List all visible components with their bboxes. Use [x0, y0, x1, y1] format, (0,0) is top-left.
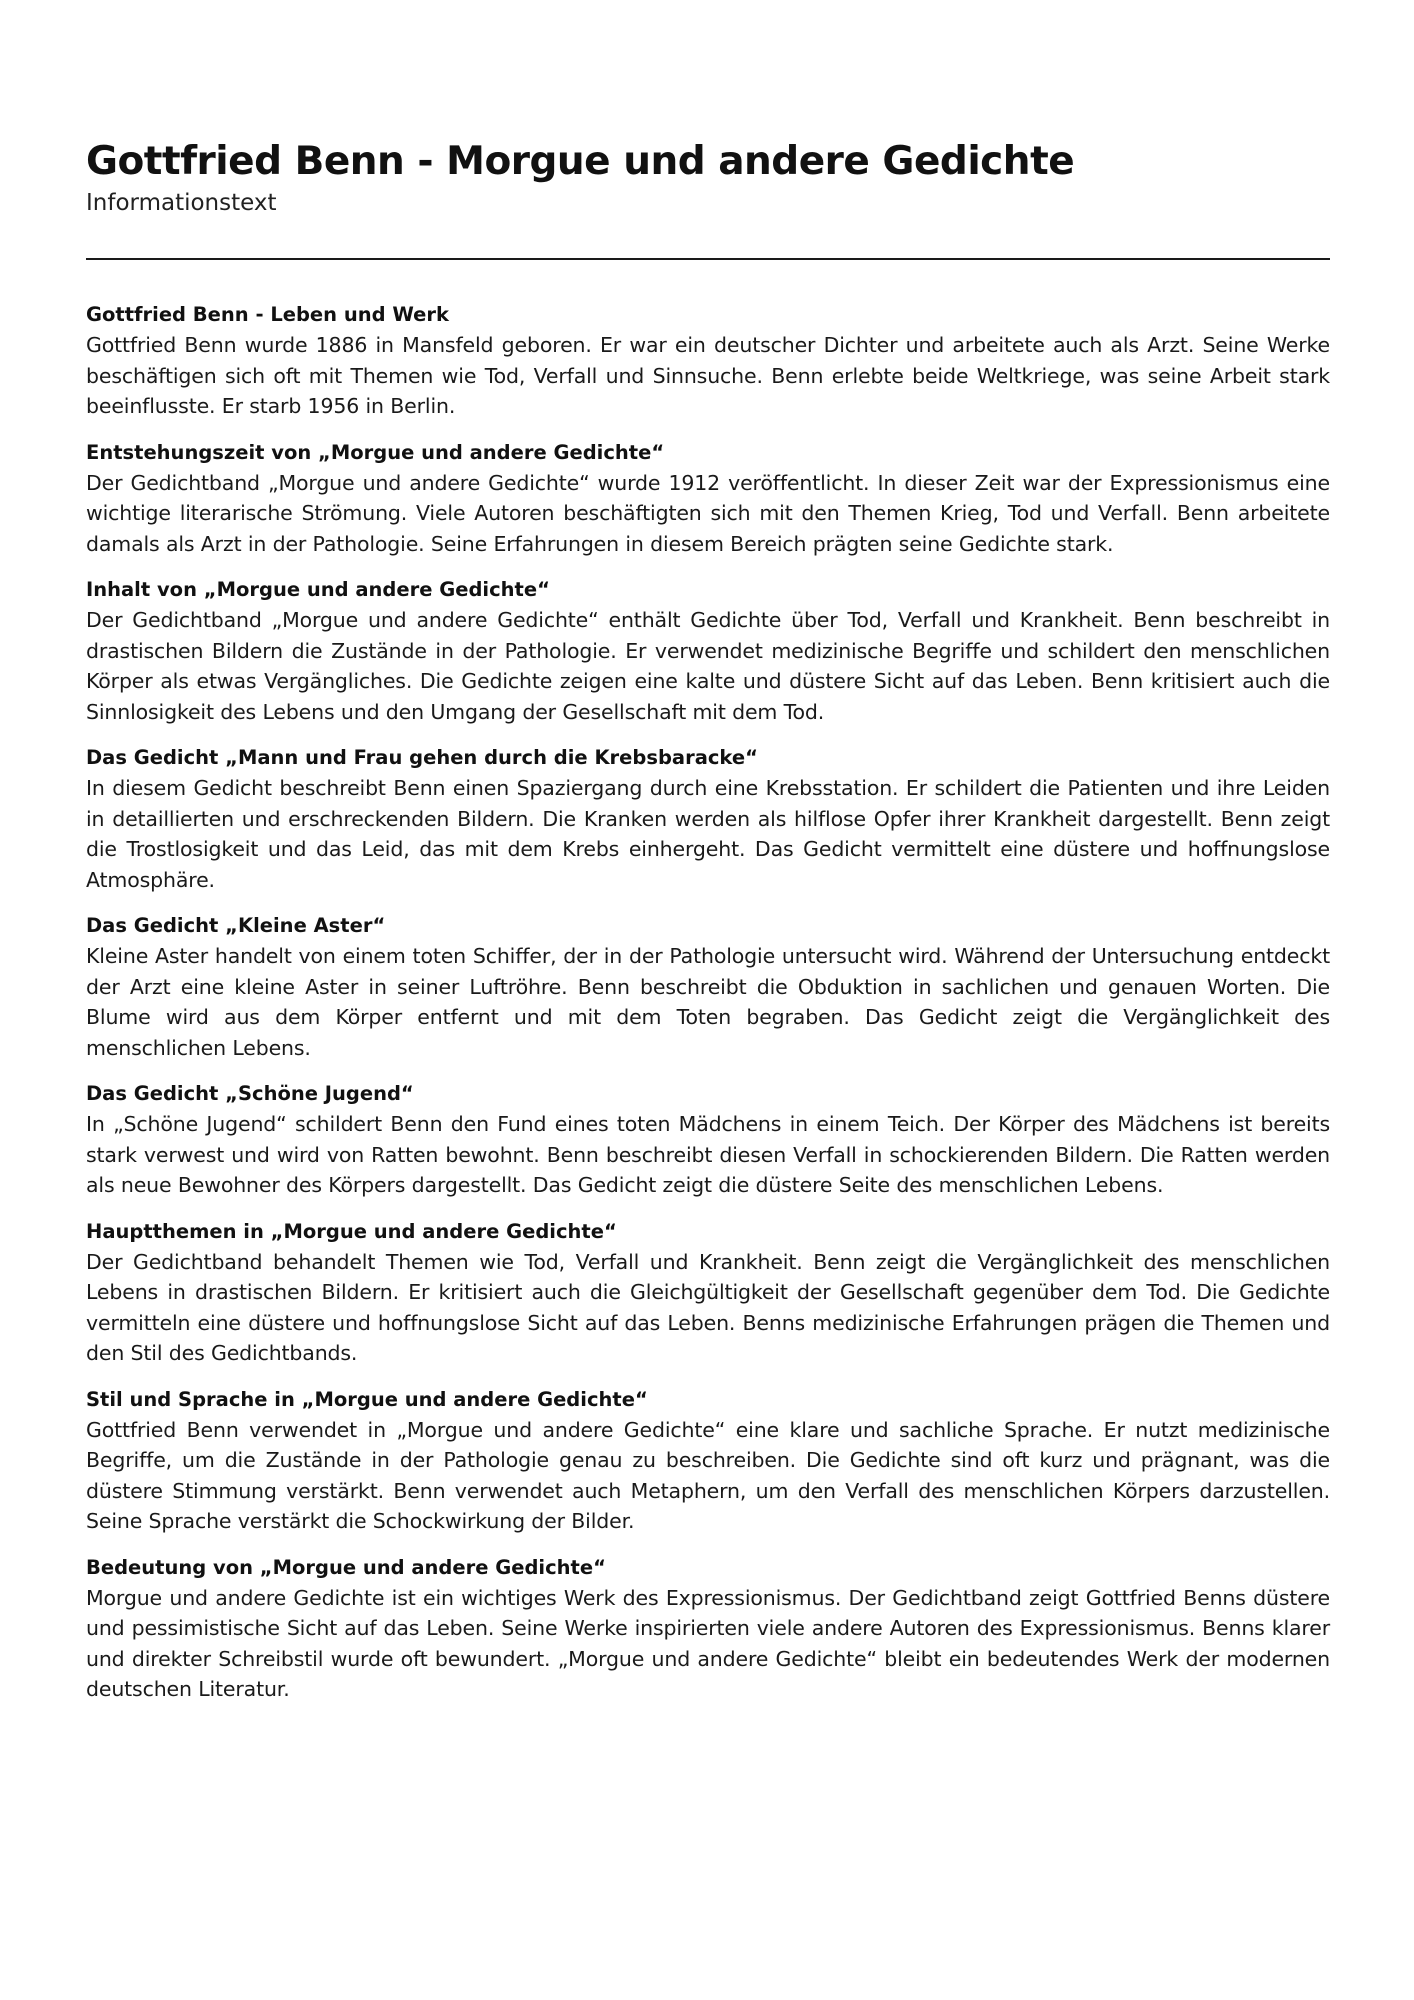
document-page [86, 138, 1330, 1721]
section-heading: Das Gedicht „Schöne Jugend“ [86, 1082, 414, 1105]
section-heading: Das Gedicht „Kleine Aster“ [86, 914, 386, 937]
section-heading: Hauptthemen in „Morgue und andere Gedichte“ [86, 1219, 617, 1243]
section-body: Gottfried Benn verwendet in „Morgue und andere Gedichte“ eine klare und sachliche Sprache. Er nutzt medizinische Begriffe, um die Zustände in der Pathologie genau zu beschreiben. Die Gedichte sind oft kurz und prägnant, was die düstere Stimmung verstärkt. Benn verwendet auch Metaphern, um den Verfall des menschlichen Körpers darzustellen. Seine Sprache verstärkt die Schockwirkung der Bilder. [86, 1417, 1330, 1533]
section-heading: Gottfried Benn - Leben und Werk [86, 303, 449, 326]
section-body: In diesem Gedicht beschreibt Benn einen Spaziergang durch eine Krebsstation. Er schildert die Patienten und ihre Leiden in detaillierten und erschreckenden Bildern. Die Kranken werden als hilflose Opfer ihrer Krankheit dargestellt. Benn zeigt die Trostlosigkeit und das Leid, das mit dem Krebs einhergeht. Das Gedicht vermittelt eine düstere und hoffnungslose Atmosphäre. [86, 776, 1330, 892]
header-divider [86, 258, 1330, 260]
section-stil-und-sprache [86, 1385, 1330, 1537]
document-title: Gottfried Benn - Morgue und andere Gedichte [86, 139, 1075, 184]
section-body: Der Gedichtband behandelt Themen wie Tod, Verfall und Krankheit. Benn zeigt die Vergänglichkeit des menschlichen Lebens in drastischen Bildern. Er kritisiert auch die Gleichgültigkeit der Gesellschaft gegenüber dem Tod. Die Gedichte vermitteln eine düstere und hoffnungslose Sicht auf das Leben. Benns medizinische Erfahrungen prägen die Themen und den Stil des Gedichtbands. [86, 1249, 1330, 1365]
section-body: Kleine Aster handelt von einem toten Schiffer, der in der Pathologie untersucht wird. Während der Untersuchung entdeckt der Arzt eine kleine Aster in seiner Luftröhre. Benn beschreibt die Obduktion in sachlichen und genauen Worten. Die Blume wird aus dem Körper entfernt und mit dem Toten begraben. Das Gedicht zeigt die Vergänglichkeit des menschlichen Lebens. [86, 944, 1330, 1060]
section-body: Der Gedichtband „Morgue und andere Gedichte“ enthält Gedichte über Tod, Verfall und Krankheit. Benn beschreibt in drastischen Bildern die Zustände in der Pathologie. Er verwendet medizinische Begriffe und schildert den menschlichen Körper als etwas Vergängliches. Die Gedichte zeigen eine kalte und düstere Sicht auf das Leben. Benn kritisiert auch die Sinnlosigkeit des Lebens und den Umgang der Gesellschaft mit dem Tod. [86, 608, 1330, 724]
section-bedeutung [86, 1553, 1330, 1705]
section-heading: Entstehungszeit von „Morgue und andere Gedichte“ [86, 440, 665, 464]
section-leben-und-werk [86, 300, 1330, 422]
section-inhalt [86, 575, 1330, 727]
section-body: In „Schöne Jugend“ schildert Benn den Fund eines toten Mädchens in einem Teich. Der Körper des Mädchens ist bereits stark verwest und wird von Ratten bewohnt. Benn beschreibt diesen Verfall in schockierenden Bildern. Die Ratten werden als neue Bewohner des Körpers dargestellt. Das Gedicht zeigt die düstere Seite des menschlichen Lebens. [86, 1112, 1330, 1197]
section-heading: Inhalt von „Morgue und andere Gedichte“ [86, 578, 550, 601]
section-heading: Bedeutung von „Morgue und andere Gedichte“ [86, 1555, 606, 1579]
section-body: Gottfried Benn wurde 1886 in Mansfeld geboren. Er war ein deutscher Dichter und arbeitete auch als Arzt. Seine Werke beschäftigen sich oft mit Themen wie Tod, Verfall und Sinnsuche. Benn erlebte beide Weltkriege, was seine Arbeit stark beeinflusste. Er starb 1956 in Berlin. [86, 333, 1330, 418]
section-krebsbaracke [86, 743, 1330, 895]
section-entstehungszeit [86, 438, 1330, 560]
section-heading: Stil und Sprache in „Morgue und andere Gedichte“ [86, 1387, 648, 1411]
section-body: Morgue und andere Gedichte ist ein wichtiges Werk des Expressionismus. Der Gedichtband zeigt Gottfried Benns düstere und pessimistische Sicht auf das Leben. Seine Werke inspirierten viele andere Autoren des Expressionismus. Benns klarer und direkter Schreibstil wurde oft bewundert. „Morgue und andere Gedichte“ bleibt ein bedeutendes Werk der modernen deutschen Literatur. [86, 1585, 1330, 1701]
section-body: Der Gedichtband „Morgue und andere Gedichte“ wurde 1912 veröffentlicht. In dieser Zeit war der Expressionismus eine wichtige literarische Strömung. Viele Autoren beschäftigten sich mit den Themen Krieg, Tod und Verfall. Benn arbeitete damals als Arzt in der Pathologie. Seine Erfahrungen in diesem Bereich prägten seine Gedichte stark. [86, 470, 1330, 556]
section-kleine-aster [86, 911, 1330, 1063]
section-hauptthemen [86, 1217, 1330, 1369]
document-subtitle: Informationstext [86, 190, 277, 216]
section-schoene-jugend [86, 1079, 1330, 1201]
section-heading: Das Gedicht „Mann und Frau gehen durch die Krebsbaracke“ [86, 746, 758, 769]
sections-container [86, 300, 1330, 1705]
